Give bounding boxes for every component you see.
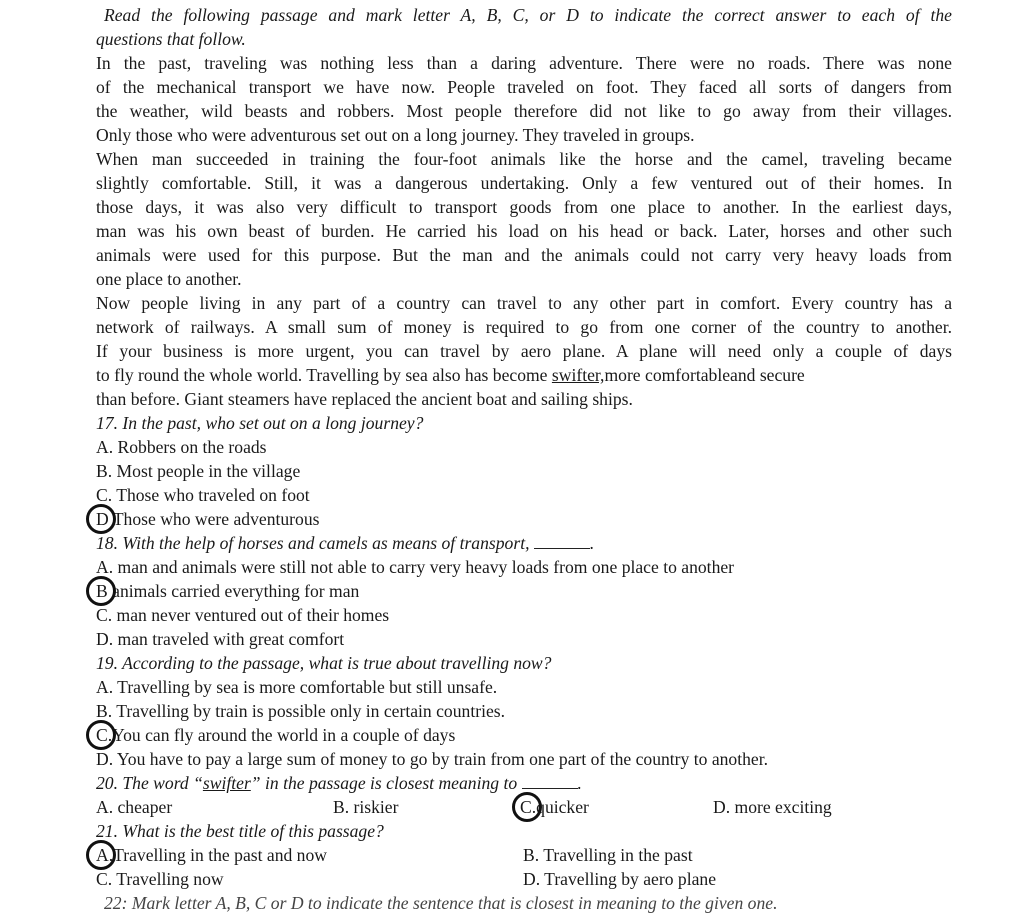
answer-circle-q19 — [86, 720, 116, 750]
q19-option-c — [96, 723, 455, 747]
passage-p2-line-2: slightly comfortable. Still, it was a dangerous undertaking. Only a few ventured out of their homes. In — [96, 173, 952, 193]
q21-option-a — [96, 843, 327, 867]
q19-stem: 19. According to the passage, what is true about travelling now? — [96, 653, 552, 673]
q20-stem: 20. The word “swifter” in the passage is closest meaning to . — [96, 773, 582, 793]
answer-circle-q17 — [86, 504, 116, 534]
passage-p3-line-1: Now people living in any part of a country can travel to any other part in comfort. Every country has a — [96, 293, 952, 313]
q18-option-a: A. man and animals were still not able to carry very heavy loads from one place to another — [96, 557, 735, 577]
passage-p3-line-2: network of railways. A small sum of money is required to go from one corner of the country to another. — [96, 317, 952, 337]
q19-option-a: A. Travelling by sea is more comfortable but still unsafe. — [96, 677, 498, 697]
passage-p3-line-4-start: to fly round the whole world. Travelling by sea also has become — [96, 365, 548, 385]
q18-option-d: D. man traveled with great comfort — [96, 629, 345, 649]
passage-p3-line-4-end: more comfortableand secure — [604, 365, 805, 385]
q19-option-d: D. You have to pay a large sum of money to go by train from one part of the country to another. — [96, 749, 769, 769]
q20-blank — [522, 774, 578, 789]
q20-option-c-letter: C. — [520, 797, 537, 817]
q20-stem-post: ” in the passage is closest meaning to — [250, 773, 518, 793]
q20-option-c-text: quicker — [536, 797, 589, 817]
answer-circle-q21 — [86, 840, 116, 870]
passage-p1-line-4: Only those who were adventurous set out on a long journey. They traveled in groups. — [96, 125, 695, 145]
q17-stem: 17. In the past, who set out on a long journey? — [96, 413, 424, 433]
q20-option-b: B. riskier — [333, 797, 399, 817]
passage-p2-line-4: man was his own beast of burden. He carried his load on his head or back. Later, horses and other such — [96, 221, 952, 241]
instruction-line-1: Read the following passage and mark letter A, B, C, or D to indicate the correct answer to each of the — [104, 5, 952, 25]
q21-option-a-text: Travelling in the past and now — [113, 845, 327, 865]
q17-option-d-text: Those who were adventurous — [112, 509, 320, 529]
passage-p2-line-5: animals were used for this purpose. But the man and the animals could not carry very heavy loads from — [96, 245, 952, 265]
passage-p3-line-5: than before. Giant steamers have replaced the ancient boat and sailing ships. — [96, 389, 633, 409]
q21-option-b: B. Travelling in the past — [523, 845, 693, 865]
q19-option-c-text: You can fly around the world in a couple of days — [112, 725, 456, 745]
q17-option-c: C. Those who traveled on foot — [96, 485, 310, 505]
q19-option-c-letter: C. — [96, 725, 113, 745]
passage-p2-line-3: those days, it was also very difficult to transport goods from one place to another. In the earliest days, — [96, 197, 952, 217]
q20-stem-pre: 20. The word “ — [96, 773, 203, 793]
q17-option-a: A. Robbers on the roads — [96, 437, 267, 457]
q20-option-a: A. cheaper — [96, 797, 173, 817]
q21-option-c: C. Travelling now — [96, 869, 224, 889]
answer-circle-q20 — [512, 792, 542, 822]
q18-stem-text: 18. With the help of horses and camels as means of transport, — [96, 533, 530, 553]
q18-option-b — [96, 579, 359, 603]
q18-stem: 18. With the help of horses and camels as means of transport, . — [96, 533, 595, 553]
q17-option-b: B. Most people in the village — [96, 461, 301, 481]
swifter-underlined: swifter, — [551, 365, 605, 385]
q21-stem: 21. What is the best title of this passage? — [96, 821, 384, 841]
q20-stem-word: swifter — [202, 773, 251, 793]
passage-p1-line-1: In the past, traveling was nothing less than a daring adventure. There were no roads. There was none — [96, 53, 952, 73]
answer-circle-q18 — [86, 576, 116, 606]
passage-p3-line-4 — [96, 363, 805, 387]
q18-option-c: C. man never ventured out of their homes — [96, 605, 390, 625]
passage-p1-line-2: of the mechanical transport we have now. People traveled on foot. They faced all sorts of dangers from — [96, 77, 952, 97]
passage-p3-line-3: If your business is more urgent, you can travel by aero plane. A plane will need only a couple of days — [96, 341, 952, 361]
q21-option-a-letter: A. — [96, 845, 114, 865]
q22-stem-partial: 22: Mark letter A, B, C or D to indicate the sentence that is closest in meaning to the given one. — [104, 893, 778, 913]
passage-p1-line-3: the weather, wild beasts and robbers. Most people therefore did not like to go away from their villages. — [96, 101, 952, 121]
instruction-line-2: questions that follow. — [96, 29, 246, 49]
q18-blank — [534, 534, 590, 549]
q17-option-d-letter: D — [96, 509, 109, 529]
q21-option-d: D. Travelling by aero plane — [523, 869, 717, 889]
q19-option-b: B. Travelling by train is possible only in certain countries. — [96, 701, 506, 721]
passage-p2-line-1: When man succeeded in training the four-foot animals like the horse and the camel, traveling became — [96, 149, 952, 169]
q18-option-b-letter: B — [96, 581, 108, 601]
q20-option-d: D. more exciting — [713, 797, 832, 817]
q18-option-b-text: animals carried everything for man — [112, 581, 360, 601]
passage-p2-line-6: one place to another. — [96, 269, 242, 289]
q17-option-d — [96, 507, 319, 531]
